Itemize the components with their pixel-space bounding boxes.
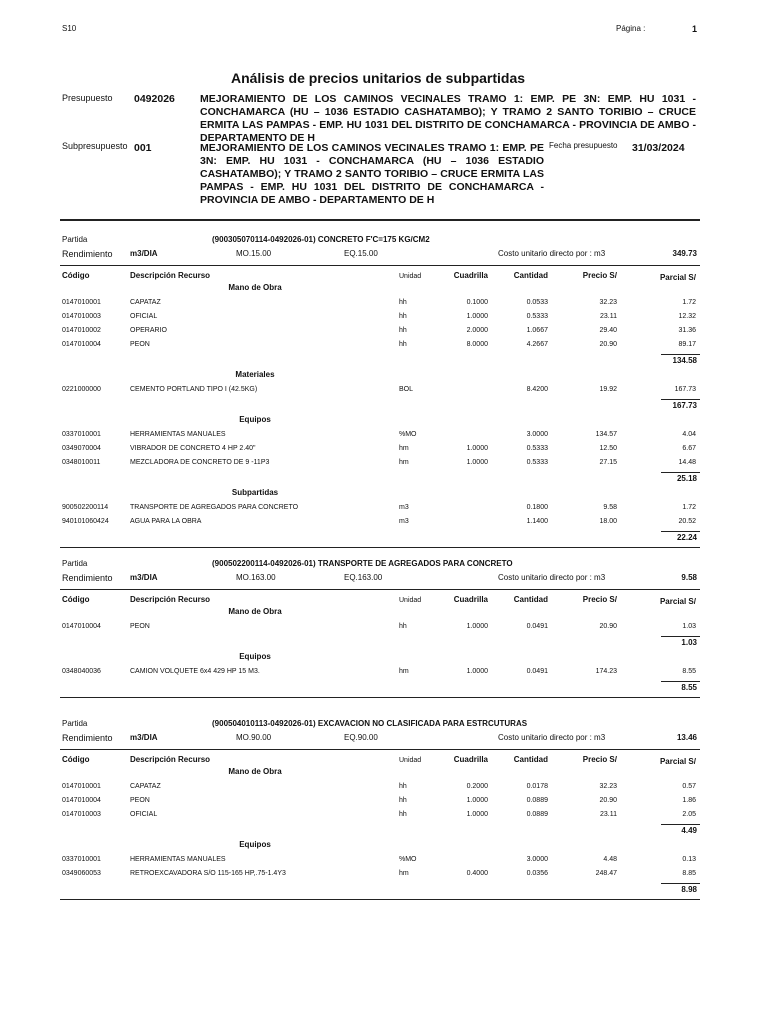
row-unidad: hh [399, 623, 407, 630]
subpresupuesto-label: Subpresupuesto [62, 141, 128, 151]
partida-bottom-divider [60, 899, 700, 900]
costo-value: 13.46 [676, 733, 697, 742]
col-precio: Precio S/ [582, 755, 617, 764]
row-descripcion: CAMION VOLQUETE 6x4 429 HP 15 M3. [130, 668, 260, 675]
row-parcial: 1.72 [682, 504, 696, 511]
row-cuadrilla: 2.0000 [466, 327, 488, 334]
row-cuadrilla: 1.0000 [466, 797, 488, 804]
section-mano-de-obra: Mano de Obra [228, 607, 282, 616]
row-unidad: hh [399, 327, 407, 334]
row-descripcion: PEON [130, 341, 150, 348]
section-total: 4.49 [681, 826, 697, 835]
row-parcial: 8.85 [682, 870, 696, 877]
row-precio: 19.92 [599, 386, 617, 393]
partida-label: Partida [62, 719, 88, 728]
rendimiento-mo: MO.90.00 [236, 733, 272, 742]
subtotal-line [661, 883, 700, 884]
section-total: 8.98 [681, 885, 697, 894]
col-unidad: Unidad [399, 597, 422, 604]
partida-title: (900504010113-0492026-01) EXCAVACION NO CLASIFICADA PARA ESTRCUTURAS [212, 719, 528, 728]
row-cantidad: 0.5333 [526, 313, 548, 320]
col-unidad: Unidad [399, 757, 422, 764]
row-cantidad: 4.2667 [526, 341, 548, 348]
presupuesto-description: MEJORAMIENTO DE LOS CAMINOS VECINALES TRAMO 1: EMP. PE 3N: EMP. HU 1031 - CONCHAMARCA (HU – 1036 ESTADIO CASHATAMBO); Y TRAMO 2 SANTO TORIBIO – CRUCE ERMITA LAS PAMPAS - EMP. HU 1031 DEL DISTRITO DE CONCHAMARCA - PROVINCIA DE AMBO - DEPARTAMENTO DE H [200, 93, 696, 144]
table-header-divider [60, 749, 700, 750]
row-unidad: hh [399, 797, 407, 804]
costo-value: 9.58 [681, 573, 697, 582]
row-cantidad: 0.1800 [526, 504, 548, 511]
row-unidad: hm [399, 668, 409, 675]
row-cantidad: 0.5333 [526, 459, 548, 466]
row-descripcion: VIBRADOR DE CONCRETO 4 HP 2.40" [130, 445, 256, 452]
row-unidad: hm [399, 445, 409, 452]
subpresupuesto-code: 001 [134, 142, 152, 154]
row-parcial: 8.55 [682, 668, 696, 675]
row-codigo: 0147010004 [62, 623, 101, 630]
row-codigo: 0337010001 [62, 431, 101, 438]
row-unidad: hh [399, 313, 407, 320]
row-cantidad: 0.0178 [526, 783, 548, 790]
row-cantidad: 0.0889 [526, 811, 548, 818]
row-precio: 174.23 [595, 668, 617, 675]
row-unidad: hh [399, 811, 407, 818]
rendimiento-eq: EQ.15.00 [344, 249, 378, 258]
row-cantidad: 3.0000 [526, 431, 548, 438]
rendimiento-eq: EQ.163.00 [344, 573, 383, 582]
row-precio: 29.40 [599, 327, 617, 334]
row-descripcion: RETROEXCAVADORA S/O 115-165 HP,.75-1.4Y3 [130, 870, 286, 877]
row-precio: 32.23 [599, 783, 617, 790]
row-cuadrilla: 0.4000 [466, 870, 488, 877]
row-descripcion: OFICIAL [130, 811, 158, 818]
col-cuadrilla: Cuadrilla [453, 271, 488, 280]
row-unidad: %MO [399, 431, 417, 438]
section-total: 25.18 [676, 474, 697, 483]
section-equipos: Equipos [239, 415, 271, 424]
row-cantidad: 0.0533 [526, 299, 548, 306]
col-parcial: Parcial S/ [659, 757, 696, 766]
row-precio: 20.90 [599, 797, 617, 804]
row-cantidad: 0.0889 [526, 797, 548, 804]
row-codigo: 0348040036 [62, 668, 101, 675]
col-cantidad: Cantidad [513, 595, 548, 604]
row-descripcion: CEMENTO PORTLAND TIPO I (42.5KG) [130, 386, 258, 393]
col-descripcion: Descripción Recurso [130, 595, 211, 604]
row-codigo: 0147010004 [62, 797, 101, 804]
row-precio: 20.90 [599, 341, 617, 348]
col-cantidad: Cantidad [513, 271, 548, 280]
row-descripcion: HERRAMIENTAS MANUALES [130, 856, 226, 863]
col-cuadrilla: Cuadrilla [453, 595, 488, 604]
row-descripcion: PEON [130, 797, 150, 804]
page-number: 1 [692, 24, 698, 34]
col-codigo: Código [62, 595, 90, 604]
row-parcial: 4.04 [682, 431, 696, 438]
row-unidad: hh [399, 783, 407, 790]
row-parcial: 14.48 [678, 459, 696, 466]
row-descripcion: OPERARIO [130, 327, 167, 334]
row-cantidad: 0.5333 [526, 445, 548, 452]
rendimiento-eq: EQ.90.00 [344, 733, 378, 742]
col-descripcion: Descripción Recurso [130, 271, 211, 280]
row-parcial: 1.86 [682, 797, 696, 804]
row-cantidad: 3.0000 [526, 856, 548, 863]
presupuesto-label: Presupuesto [62, 93, 113, 103]
row-descripcion: CAPATAZ [130, 783, 161, 790]
row-parcial: 1.03 [682, 623, 696, 630]
rendimiento-label: Rendimiento [62, 733, 113, 743]
fecha-label: Fecha presupuesto [549, 141, 618, 150]
subtotal-line [661, 824, 700, 825]
section-equipos: Equipos [239, 840, 271, 849]
section-mano-de-obra: Mano de Obra [228, 283, 282, 292]
row-codigo: 0147010002 [62, 327, 101, 334]
row-descripcion: CAPATAZ [130, 299, 161, 306]
row-precio: 23.11 [600, 313, 617, 320]
fecha-value: 31/03/2024 [632, 142, 685, 154]
subtotal-line [661, 472, 700, 473]
presupuesto-code: 0492026 [134, 93, 175, 105]
col-cantidad: Cantidad [513, 755, 548, 764]
row-unidad: m3 [399, 518, 409, 525]
row-precio: 4.48 [603, 856, 617, 863]
rendimiento-unit: m3/DIA [130, 733, 158, 742]
row-codigo: 0337010001 [62, 856, 101, 863]
section-total: 1.03 [681, 638, 697, 647]
row-precio: 248.47 [595, 870, 617, 877]
row-parcial: 20.52 [678, 518, 696, 525]
section-total: 134.58 [672, 356, 697, 365]
row-parcial: 0.13 [682, 856, 696, 863]
row-precio: 134.57 [595, 431, 617, 438]
subtotal-line [661, 531, 700, 532]
costo-value: 349.73 [672, 249, 697, 258]
row-parcial: 12.32 [678, 313, 696, 320]
subtotal-line [661, 636, 700, 637]
row-precio: 27.15 [599, 459, 617, 466]
rendimiento-mo: MO.15.00 [236, 249, 272, 258]
row-cantidad: 1.1400 [526, 518, 548, 525]
rendimiento-label: Rendimiento [62, 249, 113, 259]
section-subpartidas: Subpartidas [231, 488, 279, 497]
section-equipos: Equipos [239, 652, 271, 661]
row-parcial: 167.73 [674, 386, 696, 393]
row-cuadrilla: 1.0000 [466, 623, 488, 630]
row-cantidad: 0.0491 [526, 668, 548, 675]
subtotal-line [661, 399, 700, 400]
row-parcial: 31.36 [678, 327, 696, 334]
row-codigo: 0147010003 [62, 811, 101, 818]
col-parcial: Parcial S/ [659, 273, 696, 282]
row-parcial: 6.67 [682, 445, 696, 452]
section-total: 22.24 [676, 533, 697, 542]
partida-bottom-divider [60, 697, 700, 698]
section-mano-de-obra: Mano de Obra [228, 767, 282, 776]
header-divider [60, 219, 700, 221]
row-descripcion: AGUA PARA LA OBRA [130, 518, 202, 525]
row-cuadrilla: 1.0000 [466, 811, 488, 818]
partida-bottom-divider [60, 547, 700, 548]
row-descripcion: PEON [130, 623, 150, 630]
section-materiales: Materiales [235, 370, 275, 379]
row-codigo: 0348010011 [62, 459, 101, 466]
col-precio: Precio S/ [582, 271, 617, 280]
partida-label: Partida [62, 235, 88, 244]
row-cuadrilla: 1.0000 [466, 313, 488, 320]
partida-title: (900305070114-0492026-01) CONCRETO F'C=175 KG/CM2 [212, 235, 430, 244]
col-precio: Precio S/ [582, 595, 617, 604]
row-unidad: hm [399, 459, 409, 466]
row-cuadrilla: 0.2000 [466, 783, 488, 790]
page-label: Página : [616, 24, 646, 33]
row-parcial: 2.05 [682, 811, 696, 818]
partida-title: (900502200114-0492026-01) TRANSPORTE DE AGREGADOS PARA CONCRETO [212, 559, 513, 568]
row-unidad: hh [399, 299, 407, 306]
row-parcial: 0.57 [682, 783, 696, 790]
section-total: 167.73 [672, 401, 697, 410]
row-codigo: 0147010001 [62, 783, 101, 790]
row-codigo: 940101060424 [62, 518, 109, 525]
section-total: 8.55 [681, 683, 697, 692]
row-codigo: 0349070004 [62, 445, 101, 452]
rendimiento-unit: m3/DIA [130, 249, 158, 258]
row-codigo: 0147010004 [62, 341, 101, 348]
row-descripcion: MEZCLADORA DE CONCRETO DE 9 -11P3 [130, 459, 270, 466]
row-precio: 23.11 [600, 811, 617, 818]
row-precio: 12.50 [599, 445, 617, 452]
row-codigo: 0221000000 [62, 386, 101, 393]
subtotal-line [661, 681, 700, 682]
costo-label: Costo unitario directo por : m3 [498, 249, 606, 258]
rendimiento-unit: m3/DIA [130, 573, 158, 582]
subpresupuesto-description: MEJORAMIENTO DE LOS CAMINOS VECINALES TRAMO 1: EMP. PE 3N: EMP. HU 1031 - CONCHAMARCA (HU – 1036 ESTADIO CASHATAMBO); Y TRAMO 2 SANTO TORIBIO – CRUCE ERMITA LAS PAMPAS - EMP. HU 1031 DEL DISTRITO DE CONCHAMARCA - PROVINCIA DE AMBO - DEPARTAMENTO DE H [200, 142, 544, 206]
row-precio: 32.23 [599, 299, 617, 306]
row-unidad: BOL [399, 386, 414, 393]
software-label: S10 [62, 24, 77, 33]
row-precio: 20.90 [599, 623, 617, 630]
row-parcial: 89.17 [678, 341, 696, 348]
row-unidad: %MO [399, 856, 417, 863]
rendimiento-mo: MO.163.00 [236, 573, 276, 582]
row-cantidad: 1.0667 [526, 327, 548, 334]
row-unidad: hm [399, 870, 409, 877]
row-descripcion: HERRAMIENTAS MANUALES [130, 431, 226, 438]
subtotal-line [661, 354, 700, 355]
row-descripcion: OFICIAL [130, 313, 158, 320]
table-header-divider [60, 265, 700, 266]
col-cuadrilla: Cuadrilla [453, 755, 488, 764]
col-parcial: Parcial S/ [659, 597, 696, 606]
row-cuadrilla: 1.0000 [466, 459, 488, 466]
row-unidad: m3 [399, 504, 409, 511]
row-codigo: 0147010001 [62, 299, 101, 306]
col-codigo: Código [62, 271, 90, 280]
row-unidad: hh [399, 341, 407, 348]
row-cuadrilla: 1.0000 [466, 668, 488, 675]
col-unidad: Unidad [399, 273, 422, 280]
col-codigo: Código [62, 755, 90, 764]
col-descripcion: Descripción Recurso [130, 755, 211, 764]
table-header-divider [60, 589, 700, 590]
row-codigo: 0349060053 [62, 870, 101, 877]
row-cantidad: 0.0491 [526, 623, 548, 630]
row-precio: 18.00 [599, 518, 617, 525]
row-codigo: 0147010003 [62, 313, 101, 320]
row-descripcion: TRANSPORTE DE AGREGADOS PARA CONCRETO [130, 504, 299, 511]
row-cantidad: 8.4200 [526, 386, 548, 393]
row-parcial: 1.72 [682, 299, 696, 306]
row-precio: 9.58 [603, 504, 617, 511]
rendimiento-label: Rendimiento [62, 573, 113, 583]
row-cuadrilla: 0.1000 [466, 299, 488, 306]
page-title: Análisis de precios unitarios de subpartidas [230, 70, 526, 86]
row-codigo: 900502200114 [62, 504, 109, 511]
partida-label: Partida [62, 559, 88, 568]
costo-label: Costo unitario directo por : m3 [498, 573, 606, 582]
row-cantidad: 0.0356 [526, 870, 548, 877]
row-cuadrilla: 8.0000 [466, 341, 488, 348]
costo-label: Costo unitario directo por : m3 [498, 733, 606, 742]
row-cuadrilla: 1.0000 [466, 445, 488, 452]
